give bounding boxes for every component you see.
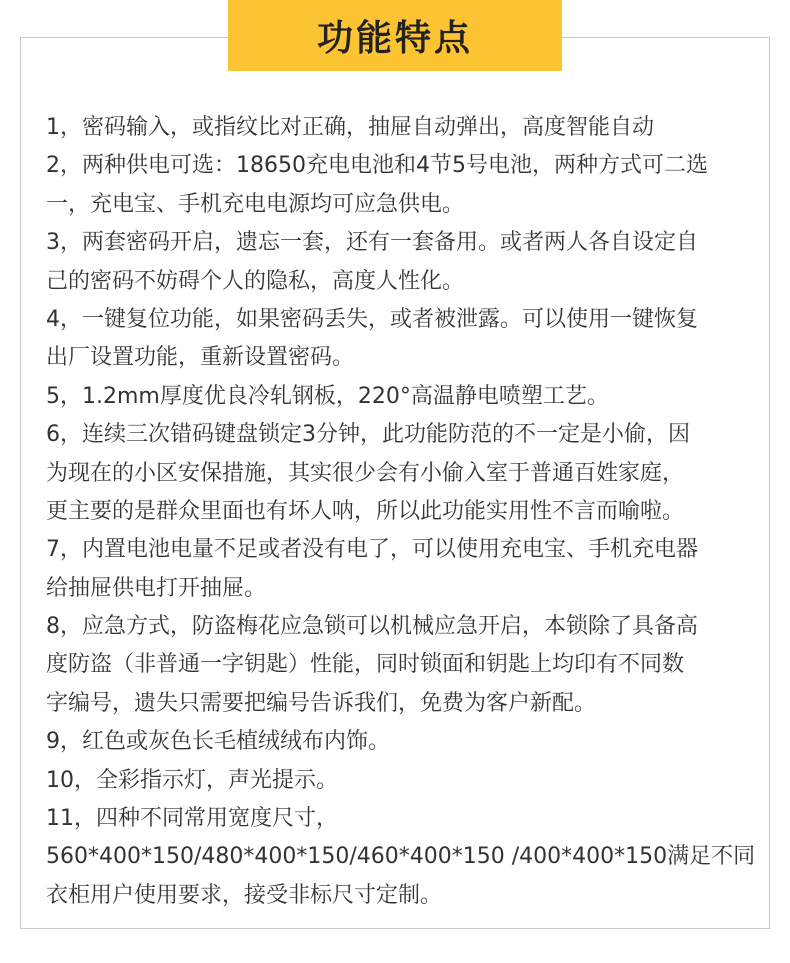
feature-text-line: 为现在的小区安保措施，其实很少会有小偷入室于普通百姓家庭， xyxy=(46,460,685,486)
feature-text-line: 5，1.2mm厚度优良冷轧钢板，220°高温静电喷塑工艺。 xyxy=(46,383,609,409)
feature-item-6 xyxy=(46,416,762,531)
feature-text-line: 度防盗（非普通一字钥匙）性能，同时锁面和钥匙上均印有不同数 xyxy=(46,652,685,678)
feature-text-line: 给抽屉供电打开抽屉。 xyxy=(46,575,267,601)
feature-text-line: 字编号，遗失只需要把编号告诉我们，免费为客户新配。 xyxy=(46,690,597,716)
title-banner xyxy=(228,0,562,71)
feature-item-9 xyxy=(46,723,762,761)
feature-text-line: 己的密码不妨碍个人的隐私，高度人性化。 xyxy=(46,268,465,294)
page-title: 功能特点 xyxy=(316,18,473,59)
feature-list xyxy=(46,109,762,915)
feature-text-line: 7，内置电池电量不足或者没有电了，可以使用充电宝、手机充电器 xyxy=(46,537,698,563)
feature-text-line: 2，两种供电可选：18650充电电池和4节5号电池，两种方式可二选 xyxy=(46,153,708,179)
feature-item-3 xyxy=(46,224,762,301)
feature-item-11 xyxy=(46,800,762,915)
feature-item-10 xyxy=(46,762,762,800)
feature-text-line: 3，两套密码开启，遗忘一套，还有一套备用。或者两人各自设定自 xyxy=(46,230,698,256)
feature-text-line: 1，密码输入，或指纹比对正确，抽屉自动弹出，高度智能自动 xyxy=(46,115,654,140)
feature-text-line: 10，全彩指示灯，声光提示。 xyxy=(46,767,338,793)
feature-text-line: 4，一键复位功能，如果密码丢失，或者被泄露。可以使用一键恢复 xyxy=(46,306,698,332)
feature-text-line: 560*400*150/480*400*150/460*400*150 /400*400*150满足不同 xyxy=(46,844,756,870)
feature-text-line: 衣柜用户使用要求，接受非标尺寸定制。 xyxy=(46,882,443,908)
feature-item-8 xyxy=(46,608,762,723)
feature-item-4 xyxy=(46,301,762,378)
feature-text-line: 11，四种不同常用宽度尺寸， xyxy=(46,806,338,832)
feature-item-2 xyxy=(46,147,762,224)
feature-text-line: 一，充电宝、手机充电电源均可应急供电。 xyxy=(46,191,465,217)
feature-text-line: 8，应急方式，防盗梅花应急锁可以机械应急开启，本锁除了具备高 xyxy=(46,614,698,640)
feature-text-line: 更主要的是群众里面也有坏人呐，所以此功能实用性不言而喻啦。 xyxy=(46,498,685,524)
feature-item-1 xyxy=(46,109,762,147)
feature-item-5 xyxy=(46,378,762,416)
feature-text-line: 9，红色或灰色长毛植绒绒布内饰。 xyxy=(46,729,390,755)
feature-text-line: 6，连续三次错码键盘锁定3分钟，此功能防范的不一定是小偷，因 xyxy=(46,422,690,448)
feature-item-7 xyxy=(46,531,762,608)
feature-text-line: 出厂设置功能，重新设置密码。 xyxy=(46,345,355,371)
